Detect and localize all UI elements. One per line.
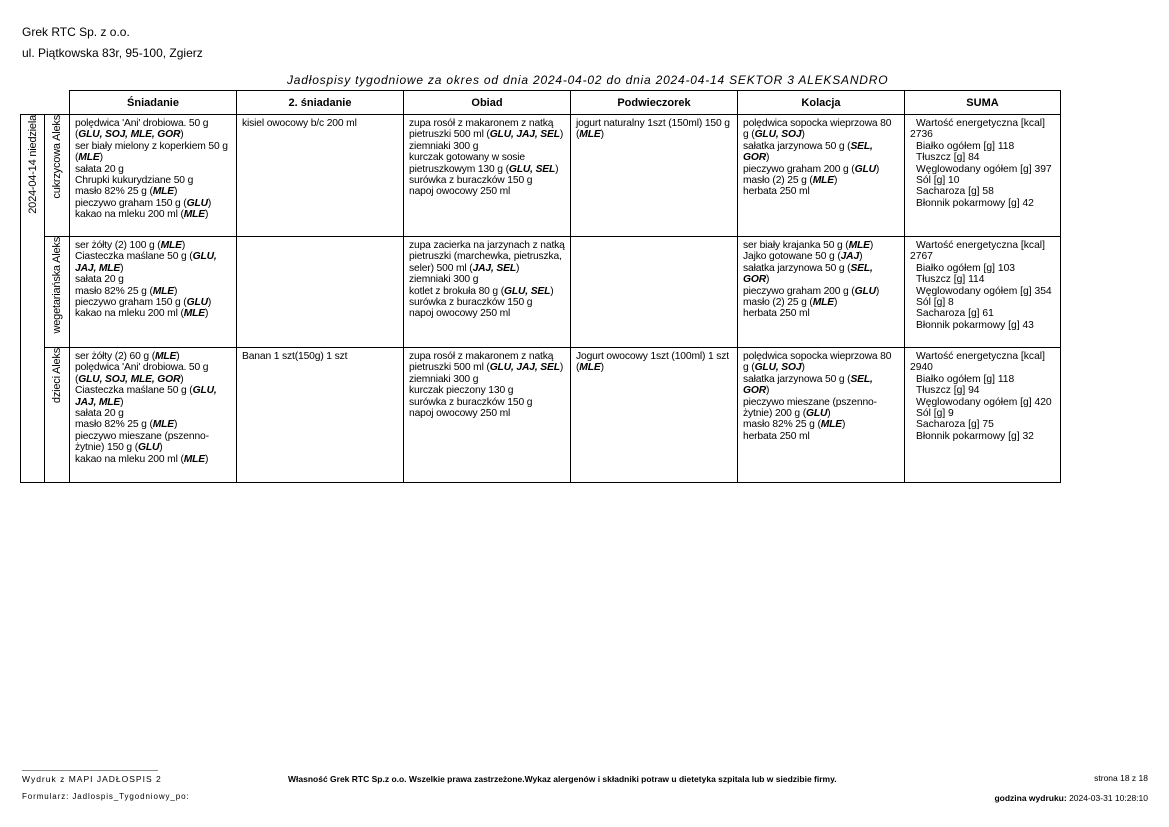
nutrition-line: Sól [g] 8 — [916, 297, 954, 309]
meal-content: zupa rosół z makaronem z natką pietruszki 500 ml (GLU, JAJ, SEL) ziemniaki 300 g kurczak pieczony 130 g surówka z buraczków 150 g napoj owocowy 250 ml — [409, 351, 564, 420]
meal-cell-podwieczorek — [571, 348, 738, 483]
nutrition-line: Błonnik pokarmowy [g] 42 — [916, 197, 1034, 209]
footer-divider — [22, 770, 158, 771]
meal-cell-obiad — [404, 237, 571, 348]
meal-cell-sniadanie — [70, 237, 237, 348]
diet-row — [21, 348, 1061, 483]
meal-content: polędwica 'Ani' drobiowa. 50 g (GLU, SOJ, MLE, GOR) ser biały mielony z koperkiem 50 g (MLE) sałata 20 g Chrupki kukurydziane 50 g masło 82% 25 g (MLE) pieczywo graham 150 g (GLU) kakao na mleku 200 ml (MLE) — [75, 118, 228, 221]
meal-content: polędwica sopocka wieprzowa 80 g (GLU, SOJ) sałatka jarzynowa 50 g (SEL, GOR) pieczywo mieszane (pszenno-żytnie) 200 g (GLU) masło 82% 25 g (MLE) herbata 250 ml — [743, 351, 892, 442]
suma-cell — [905, 348, 1061, 483]
footer-form-name: Formularz: Jadlospis_Tygodniowy_po: — [22, 792, 190, 801]
nutrition-line: Białko ogółem [g] 103 — [916, 262, 1016, 274]
meal-cell-2-sniadanie — [237, 237, 404, 348]
suma-cell — [905, 115, 1061, 237]
meal-content: ser żółty (2) 60 g (MLE) polędwica 'Ani' drobiowa. 50 g (GLU, SOJ, MLE, GOR) Ciasteczka maślane 50 g (GLU, JAJ, MLE) sałata 20 g masło 82% 25 g (MLE) pieczywo mieszane (pszenno-żytnie) 150 g (GLU) kakao na mleku 200 ml (MLE) — [75, 351, 217, 465]
diet-row — [21, 237, 1061, 348]
meal-cell-kolacja — [738, 115, 905, 237]
diet-row — [21, 115, 1061, 237]
print-time — [994, 793, 1148, 803]
company-address: ul. Piątkowska 83r, 95-100, Zgierz — [22, 46, 203, 60]
diet-name: wegetariańska Aleks — [51, 237, 63, 334]
suma-cell — [905, 237, 1061, 348]
nutrition-line: Sól [g] 10 — [916, 175, 960, 187]
diet-name-cell — [45, 115, 70, 237]
nutrition-line: Błonnik pokarmowy [g] 43 — [916, 319, 1034, 331]
meal-content: zupa zacierka na jarzynach z natką pietruszki (marchewka, pietruszka, seler) 500 ml (JAJ, SEL) ziemniaki 300 g kotlet z brokuła 80 g (GLU, SEL) surówka z buraczków 150 g napoj owocowy 250 ml — [409, 240, 565, 320]
meal-content: Jogurt owocowy 1szt (100ml) 1 szt (MLE) — [576, 351, 729, 374]
nutrition-line: Węglowodany ogółem [g] 354 — [916, 285, 1052, 297]
footer-ownership: Własność Grek RTC Sp.z o.o. Wszelkie prawa zastrzeżone.Wykaz alergenów i składniki potraw u dietetyka szpitala lub w siedzibie firmy. — [288, 774, 837, 784]
meal-content — [237, 237, 403, 244]
nutrition-line: Błonnik pokarmowy [g] 32 — [916, 430, 1034, 442]
meal-cell-2-sniadanie — [237, 348, 404, 483]
nutrition-line: Białko ogółem [g] 118 — [916, 140, 1015, 152]
energy-label: Wartość energetyczna [kcal] — [916, 118, 1045, 129]
nutrition-line: Tłuszcz [g] 84 — [916, 152, 980, 164]
meal-cell-sniadanie — [70, 115, 237, 237]
meal-content — [571, 237, 737, 244]
nutrition-line: Sacharoza [g] 75 — [916, 419, 994, 431]
page-number: strona 18 z 18 — [1094, 773, 1148, 783]
meal-cell-kolacja — [738, 237, 905, 348]
meal-content: Banan 1 szt(150g) 1 szt — [242, 351, 348, 362]
date-label: 2024-04-14 niedziela — [26, 115, 39, 214]
menu-table — [20, 90, 1061, 483]
header-row — [21, 91, 1061, 115]
nutrition-line: Węglowodany ogółem [g] 420 — [916, 396, 1052, 408]
column-header-sniadanie: Śniadanie — [70, 91, 237, 115]
page-title: Jadłospisy tygodniowe za okres od dnia 2024-04-02 do dnia 2024-04-14 SEKTOR 3 ALEKSANDRO — [287, 73, 889, 87]
header-blank — [45, 91, 70, 115]
company-name: Grek RTC Sp. z o.o. — [22, 25, 130, 39]
meal-content: zupa rosół z makaronem z natką pietruszki 500 ml (GLU, JAJ, SEL) ziemniaki 300 g kurczak gotowany w sosie pietruszkowym 130 g (GLU, SEL) surówka z buraczków 150 g napoj owocowy 250 ml — [409, 118, 564, 198]
energy-label: Wartość energetyczna [kcal] — [916, 240, 1045, 251]
meal-cell-sniadanie — [70, 348, 237, 483]
nutrition-line: Sacharoza [g] 61 — [916, 308, 994, 320]
column-header-podwieczorek: Podwieczorek — [571, 91, 738, 115]
column-header-obiad: Obiad — [404, 91, 571, 115]
diet-name: dzieci Aleks — [51, 348, 63, 404]
energy-value: 2736 — [910, 129, 933, 141]
nutrition-line: Węglowodany ogółem [g] 397 — [916, 163, 1052, 175]
diet-name-cell — [45, 348, 70, 483]
meal-cell-kolacja — [738, 348, 905, 483]
meal-content: jogurt naturalny 1szt (150ml) 150 g (MLE) — [576, 118, 730, 141]
meal-cell-obiad — [404, 115, 571, 237]
company-info — [22, 22, 203, 64]
meal-content: polędwica sopocka wieprzowa 80 g (GLU, SOJ) sałatka jarzynowa 50 g (SEL, GOR) pieczywo graham 200 g (GLU) masło (2) 25 g (MLE) herbata 250 ml — [743, 118, 892, 198]
diet-name-cell — [45, 237, 70, 348]
footer-printed-from: Wydruk z MAPI JADŁOSPIS 2 — [22, 774, 162, 784]
column-header-kolacja: Kolacja — [738, 91, 905, 115]
nutrition-line: Białko ogółem [g] 118 — [916, 373, 1015, 385]
print-time-label: godzina wydruku: — [994, 793, 1067, 803]
meal-cell-podwieczorek — [571, 237, 738, 348]
header-blank — [21, 91, 45, 115]
meal-content: kisiel owocowy b/c 200 ml — [242, 118, 357, 129]
meal-content: ser żółty (2) 100 g (MLE) Ciasteczka maślane 50 g (GLU, JAJ, MLE) sałata 20 g masło 82% 25 g (MLE) pieczywo graham 150 g (GLU) kakao na mleku 200 ml (MLE) — [75, 240, 217, 320]
nutrition-line: Sacharoza [g] 58 — [916, 186, 994, 198]
energy-value: 2940 — [910, 362, 933, 374]
diet-name: cukrzycowa Aleks — [51, 115, 63, 199]
nutrition-line: Sól [g] 9 — [916, 408, 954, 420]
meal-cell-2-sniadanie — [237, 115, 404, 237]
meal-cell-podwieczorek — [571, 115, 738, 237]
print-time-value: 2024-03-31 10:28:10 — [1069, 793, 1148, 803]
column-header-2-sniadanie: 2. śniadanie — [237, 91, 404, 115]
date-cell — [21, 115, 45, 483]
column-header-suma: SUMA — [905, 91, 1061, 115]
nutrition-line: Tłuszcz [g] 94 — [916, 385, 980, 397]
nutrition-line: Tłuszcz [g] 114 — [916, 274, 985, 286]
energy-label: Wartość energetyczna [kcal] — [916, 351, 1045, 362]
energy-value: 2767 — [910, 251, 933, 263]
meal-cell-obiad — [404, 348, 571, 483]
meal-content: ser biały krajanka 50 g (MLE) Jajko gotowane 50 g (JAJ) sałatka jarzynowa 50 g (SEL, GOR) pieczywo graham 200 g (GLU) masło (2) 25 g (MLE) herbata 250 ml — [743, 240, 880, 320]
